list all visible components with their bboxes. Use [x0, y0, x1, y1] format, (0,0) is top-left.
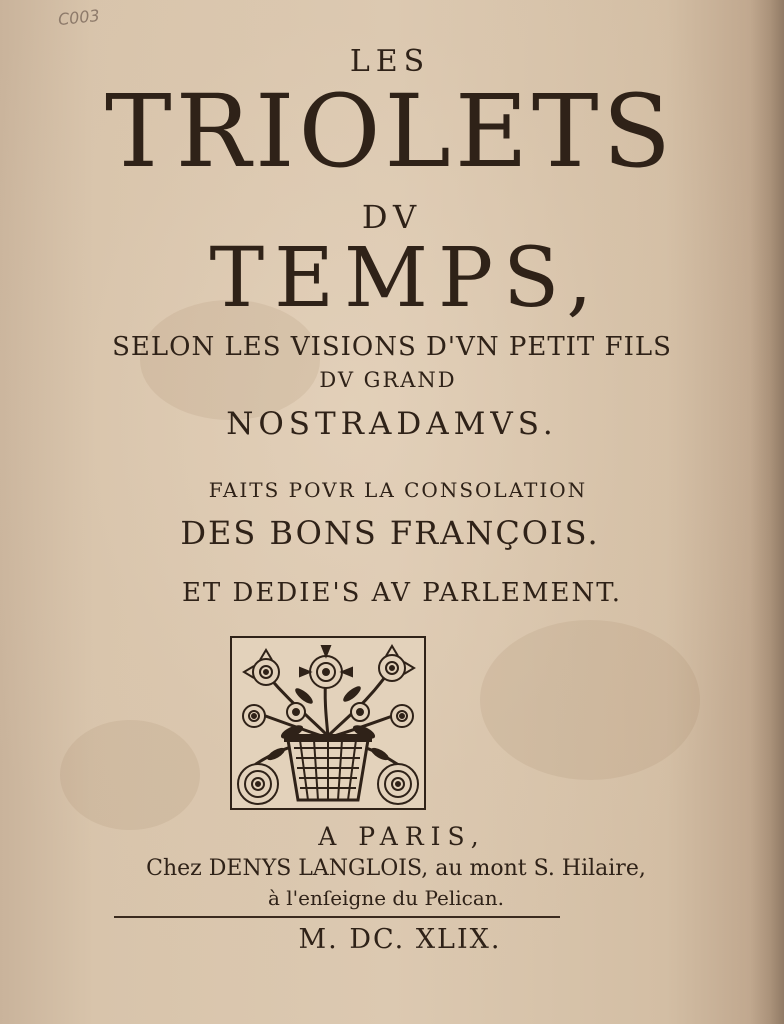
archival-mark: C003	[57, 5, 101, 30]
subtitle-dedies: ET DEDIE'S AV PARLEMENT.	[181, 578, 623, 608]
foxing-stain	[60, 720, 200, 830]
foxing-stain	[480, 620, 700, 780]
title-temps: TEMPS,	[209, 231, 603, 326]
imprint-date: M. DC. XLIX.	[298, 924, 502, 955]
subtitle-bons-francois: DES BONS FRANÇOIS.	[180, 514, 600, 552]
subtitle-selon: SELON LES VISIONS D'VN PETIT FILS	[112, 332, 672, 362]
imprint-publisher: Chez DENYS LANGLOIS, au mont S. Hilaire,	[146, 856, 646, 881]
flower-basket-woodcut-icon	[230, 636, 426, 810]
imprint-sign: à l'enſeigne du Pelican.	[268, 886, 504, 910]
imprint-rule	[114, 916, 560, 918]
subtitle-nostradamus: NOSTRADAMVS.	[226, 406, 558, 442]
imprint-paris: A PARIS,	[318, 822, 486, 851]
title-les: LES	[349, 44, 431, 79]
subtitle-faits: FAITS POVR LA CONSOLATION	[208, 478, 588, 502]
title-du: DV	[361, 198, 423, 236]
subtitle-du-grand: DV GRAND	[319, 368, 457, 392]
title-triolets: TRIOLETS	[104, 73, 676, 190]
